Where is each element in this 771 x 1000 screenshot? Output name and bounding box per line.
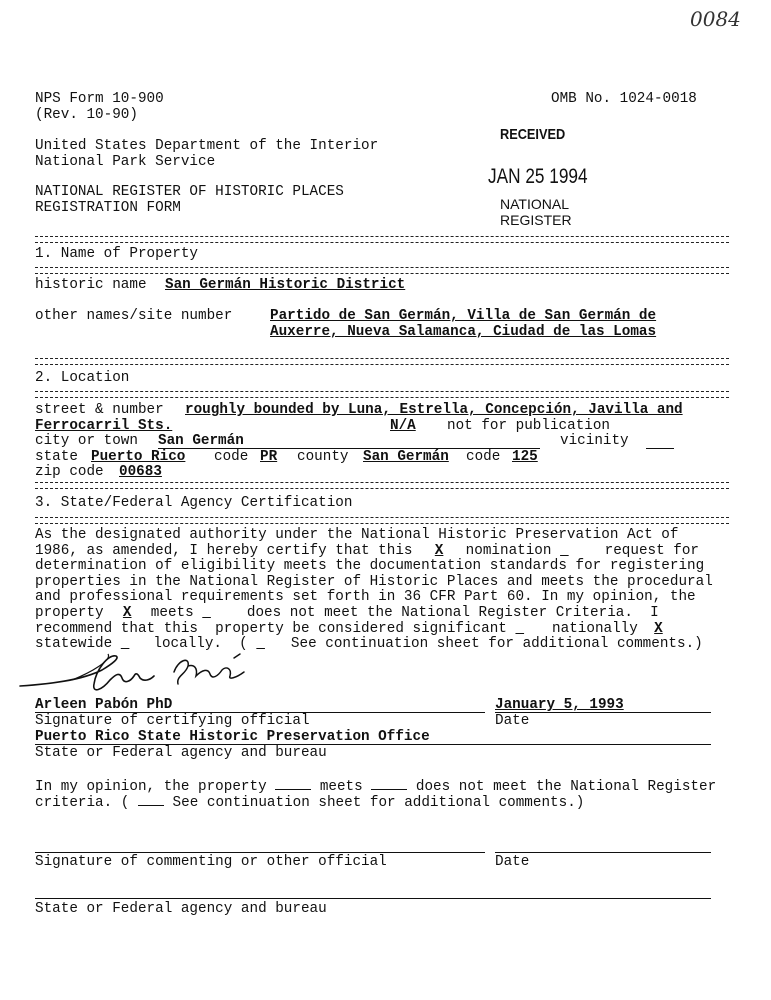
section1-heading: 1. Name of Property (35, 246, 199, 262)
opinion-does-not-meet-blank (371, 777, 407, 790)
cert-line: As the designated authority under the National Historic Preservation Act of (35, 527, 679, 543)
street-value-1: roughly bounded by Luna, Estrella, Concepción, Javilla and (185, 402, 683, 418)
cert-text: property (35, 604, 113, 621)
cert-text: nationally (543, 620, 647, 637)
city-label: city or town (35, 433, 138, 449)
divider (35, 236, 729, 243)
city-value: San Germán (158, 433, 244, 449)
opinion-text: does not meet the National Register (407, 779, 717, 795)
nomination-check: X (434, 542, 444, 559)
street-label: street & number (35, 402, 164, 418)
program-title: NATIONAL REGISTER OF HISTORIC PLACES (35, 184, 344, 200)
cert-text: recommend that this property be considered significant (35, 620, 516, 637)
zip-value: 00683 (119, 464, 162, 480)
opinion-text: meets (311, 779, 372, 795)
commenting-date-label: Date (495, 854, 530, 870)
received-stamp: RECEIVED (500, 126, 566, 143)
cert-line (35, 622, 741, 638)
historic-name-value: San Germán Historic District (165, 277, 406, 293)
cert-line: and professional requirements set forth in 36 CFR Part 60. In my opinion, the (35, 589, 696, 606)
statewide-check: X (654, 620, 663, 637)
opinion-meets-blank (275, 777, 311, 790)
commenting-agency-line (35, 898, 711, 899)
other-names-label: other names/site number (35, 308, 233, 324)
zip-label: zip code (35, 464, 104, 480)
corner-note: 0084 (690, 7, 741, 31)
cert-line (35, 606, 741, 622)
not-for-publication-value: N/A (390, 418, 416, 434)
commenting-signature-label: Signature of commenting or other official (35, 854, 387, 870)
vicinity-blank (646, 448, 674, 449)
section3-heading: 3. State/Federal Agency Certification (35, 495, 353, 511)
request-blank (560, 544, 596, 560)
state-value: Puerto Rico (91, 449, 186, 465)
cert-text: 1986, as amended, I hereby certify that this (35, 542, 422, 559)
stamp-national: NATIONAL (500, 196, 569, 212)
meets-check: X (122, 604, 132, 621)
omb-number: OMB No. 1024-0018 (551, 91, 697, 107)
county-value: San Germán (363, 449, 449, 465)
cert-text: does not meet the National Register Criteria. I (238, 604, 659, 621)
historic-name-label: historic name (35, 277, 147, 293)
commenting-agency-label: State or Federal agency and bureau (35, 901, 327, 917)
state-code-value: PR (260, 449, 278, 465)
cert-text: statewide (35, 636, 121, 653)
county-code-label: code (466, 449, 501, 465)
signer-name: Arleen Pabón PhD (35, 697, 173, 713)
form-id: NPS Form 10-900 (35, 91, 164, 107)
date-label: Date (495, 713, 530, 729)
opinion-line-2 (35, 793, 584, 811)
signature-label: Signature of certifying official (35, 713, 310, 729)
opinion-continuation-blank (138, 793, 164, 806)
state-label: state (35, 449, 78, 465)
agency-label: State or Federal agency and bureau (35, 745, 327, 761)
cert-line (35, 544, 741, 560)
county-label: county (297, 449, 349, 465)
does-not-meet-blank (202, 606, 238, 622)
divider (35, 358, 729, 365)
state-code-label: code (214, 449, 249, 465)
commenting-date-line (495, 852, 711, 853)
vicinity-label: vicinity (560, 433, 629, 449)
signature-date: January 5, 1993 (495, 697, 624, 713)
form-revision: (Rev. 10-90) (35, 107, 138, 123)
divider (35, 267, 729, 274)
divider (35, 517, 729, 524)
opinion-text: In my opinion, the property (35, 779, 276, 795)
cert-text: request for (596, 542, 700, 559)
divider (35, 482, 729, 489)
agency-name: Puerto Rico State Historic Preservation Office (35, 729, 430, 745)
street-value-2: Ferrocarril Sts. (35, 418, 173, 434)
cert-line: determination of eligibility meets the documentation standards for registering (35, 558, 705, 575)
commenting-signature-line (35, 852, 485, 853)
section2-heading: 2. Location (35, 370, 130, 386)
opinion-text: criteria. ( (35, 795, 138, 811)
other-names-value-2: Auxerre, Nueva Salamanca, Ciudad de las Lomas (270, 324, 657, 340)
service: National Park Service (35, 154, 216, 170)
divider (35, 391, 729, 398)
stamp-register: REGISTER (500, 212, 572, 228)
nationally-blank (515, 622, 543, 638)
opinion-text: See continuation sheet for additional comments.) (163, 795, 585, 811)
form-title: REGISTRATION FORM (35, 200, 181, 216)
cert-text: nomination (457, 542, 561, 559)
not-for-publication-label: not for publication (447, 418, 611, 434)
other-names-value-1: Partido de San Germán, Villa de San Germán de (270, 308, 657, 324)
cert-line: properties in the National Register of Historic Places and meets the procedural (35, 573, 713, 590)
county-code-value: 125 (512, 449, 538, 465)
cert-text: meets (142, 604, 203, 621)
stamp-date: JAN 25 1994 (488, 165, 588, 188)
certification-statement (35, 528, 741, 653)
cert-text: locally. ( (144, 636, 257, 653)
department: United States Department of the Interior (35, 138, 379, 154)
cert-text: See continuation sheet for additional comments.) (282, 636, 703, 653)
